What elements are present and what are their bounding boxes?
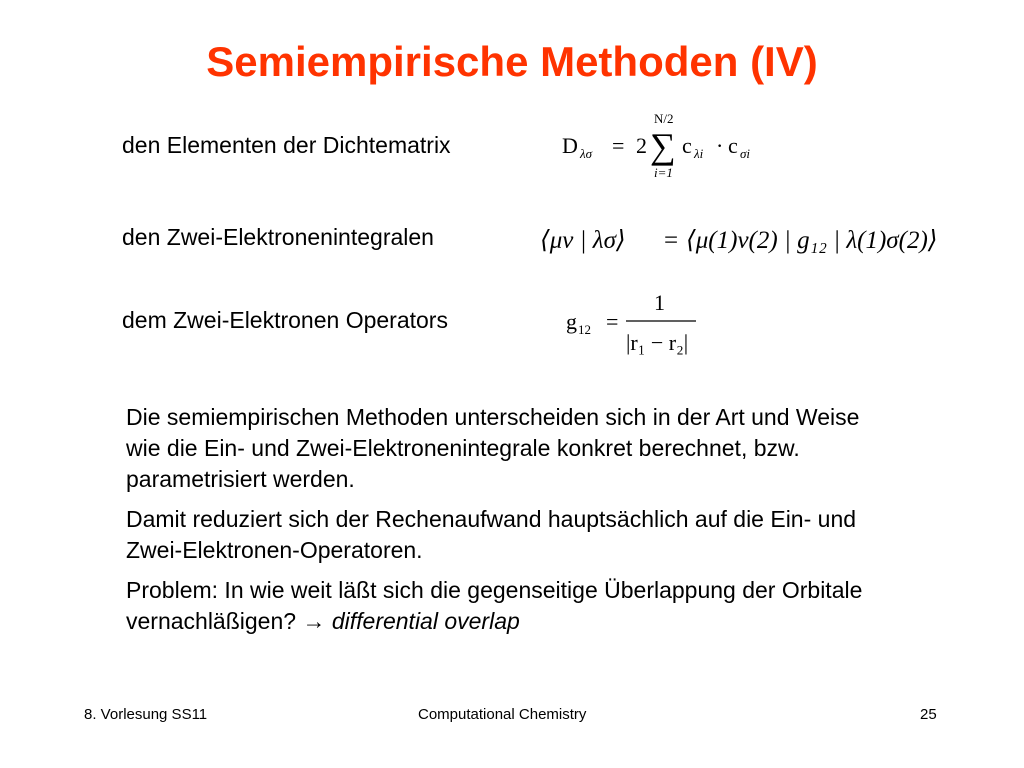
integral-rhs: ⟨μ(1)ν(2) | g₁₂ | λ(1)σ(2)⟩ [686,227,938,254]
sum-lower: i=1 [654,165,673,180]
sum-upper: N/2 [654,111,674,126]
integral-lhs: ⟨μν | λσ⟩ [540,227,626,254]
footer-page-number: 25 [920,706,937,723]
density-matrix-formula [560,108,780,193]
row-label-two-electron-operator: dem Zwei-Elektronen Operators [122,307,448,333]
coef-c1: c [682,133,692,158]
problem-emphasis: differential overlap [331,608,520,634]
slide-title: Semiempirische Methoden (IV) [206,38,818,85]
fraction-numerator: 1 [654,290,665,315]
two-electron-integral-formula [540,216,950,271]
operator-equals: = [606,309,619,334]
footer-course: Computational Chemistry [418,706,587,723]
problem-text: Problem: In wie weit läßt sich die gegenseitige Überlappung der Orbitale vernachläßigen? [126,577,863,634]
fraction-denominator: |r₁ − r₂| [626,330,689,355]
coef-c2-sub: σi [740,146,751,161]
coef-c2: c [728,133,738,158]
operator-g-sub: 12 [578,322,591,337]
formula-factor: 2 [636,133,647,158]
two-electron-operator-formula [566,284,716,369]
paragraph-reduction: Damit reduziert sich der Rechenaufwand hauptsächlich auf die Ein- und Zwei-Elektronen-Operatoren. [126,506,857,563]
dot-operator: · [716,133,724,158]
sum-sign: ∑ [650,126,676,166]
paragraph-problem [126,575,896,637]
formula-D-sub: λσ [580,146,593,161]
paragraph-methods: Die semiempirischen Methoden unterscheiden sich in der Art und Weise wie die Ein- und Zwei-Elektronenintegrale konkret berechnet, bzw. parametrisiert werden. [126,404,860,492]
operator-g: g [566,309,577,334]
formula-D: D [562,133,578,158]
footer-lecture: 8. Vorlesung SS11 [84,706,208,723]
integral-equals: = [664,227,679,254]
row-label-two-electron-integrals: den Zwei-Elektronenintegralen [122,224,434,250]
body-text [126,402,906,637]
row-label-density-matrix: den Elementen der Dichtematrix [122,132,451,158]
formula-equals: = [612,133,625,158]
coef-c1-sub: λi [694,146,704,161]
arrow-icon: → [302,608,326,634]
